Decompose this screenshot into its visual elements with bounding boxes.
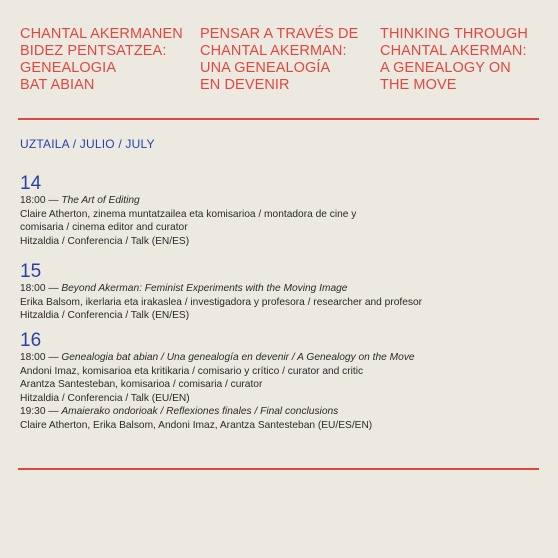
title-line: CHANTAL AKERMANEN bbox=[20, 26, 183, 42]
event-day-14 bbox=[20, 174, 540, 248]
event-time: 18:00 — bbox=[20, 352, 62, 363]
title-line: A GENEALOGY ON bbox=[380, 60, 511, 76]
event-detail: Erika Balsom, ikerlaria eta irakaslea / investigadora y profesora / researcher and profesor bbox=[20, 296, 423, 308]
title-line: CHANTAL AKERMAN: bbox=[200, 43, 347, 59]
title-spanish bbox=[200, 26, 375, 94]
title-line: UNA GENEALOGÍA bbox=[200, 60, 331, 76]
event-title-line bbox=[20, 282, 540, 296]
event-time: 18:00 — bbox=[20, 195, 62, 206]
event-title-line bbox=[20, 351, 540, 365]
event-title: Genealogia bat abian / Una genealogía en devenir / A Genealogy on the Move bbox=[61, 352, 415, 363]
event-detail: Hitzaldia / Conferencia / Talk (EU/EN) bbox=[20, 392, 190, 404]
title-line: THINKING THROUGH bbox=[380, 26, 528, 42]
month-heading: UZTAILA / JULIO / JULY bbox=[20, 137, 155, 151]
event-time: 19:30 — bbox=[20, 406, 62, 418]
title-line: CHANTAL AKERMAN: bbox=[380, 43, 527, 59]
title-english bbox=[380, 26, 555, 94]
top-divider bbox=[18, 118, 539, 120]
title-line: BIDEZ PENTSATZEA: bbox=[20, 43, 167, 59]
event-title-line bbox=[20, 405, 540, 419]
day-number: 14 bbox=[20, 173, 42, 194]
event-detail: Hitzaldia / Conferencia / Talk (EN/ES) bbox=[20, 235, 190, 247]
event-day-16 bbox=[20, 331, 540, 433]
bottom-divider bbox=[18, 468, 539, 470]
event-detail: Arantza Santesteban, komisarioa / comisaria / curator bbox=[20, 379, 263, 391]
title-basque bbox=[20, 26, 195, 94]
event-detail: comisaria / cinema editor and curator bbox=[20, 222, 188, 234]
event-title: Beyond Akerman: Feminist Experiments with the Moving Image bbox=[61, 283, 348, 294]
day-number: 15 bbox=[20, 261, 42, 282]
event-title-line bbox=[20, 194, 540, 208]
event-detail: Hitzaldia / Conferencia / Talk (EN/ES) bbox=[20, 310, 190, 322]
event-day-15 bbox=[20, 262, 540, 323]
event-title: Amaierako ondorioak / Reflexiones finales / Final conclusions bbox=[61, 406, 339, 418]
event-time: 18:00 — bbox=[20, 283, 62, 294]
title-line: PENSAR A TRAVÉS DE bbox=[200, 26, 359, 42]
title-line: GENEALOGIA bbox=[20, 60, 117, 76]
title-line: THE MOVE bbox=[380, 77, 457, 93]
event-detail: Andoni Imaz, komisarioa eta kritikaria / comisario y crítico / curator and critic bbox=[20, 365, 364, 377]
title-line: BAT ABIAN bbox=[20, 77, 95, 93]
event-detail: Claire Atherton, Erika Balsom, Andoni Imaz, Arantza Santesteban (EU/ES/EN) bbox=[20, 419, 373, 431]
title-line: EN DEVENIR bbox=[200, 77, 290, 93]
day-number: 16 bbox=[20, 330, 42, 351]
event-detail: Claire Atherton, zinema muntatzailea eta komisarioa / montadora de cine y bbox=[20, 208, 357, 220]
event-title: The Art of Editing bbox=[61, 195, 140, 206]
